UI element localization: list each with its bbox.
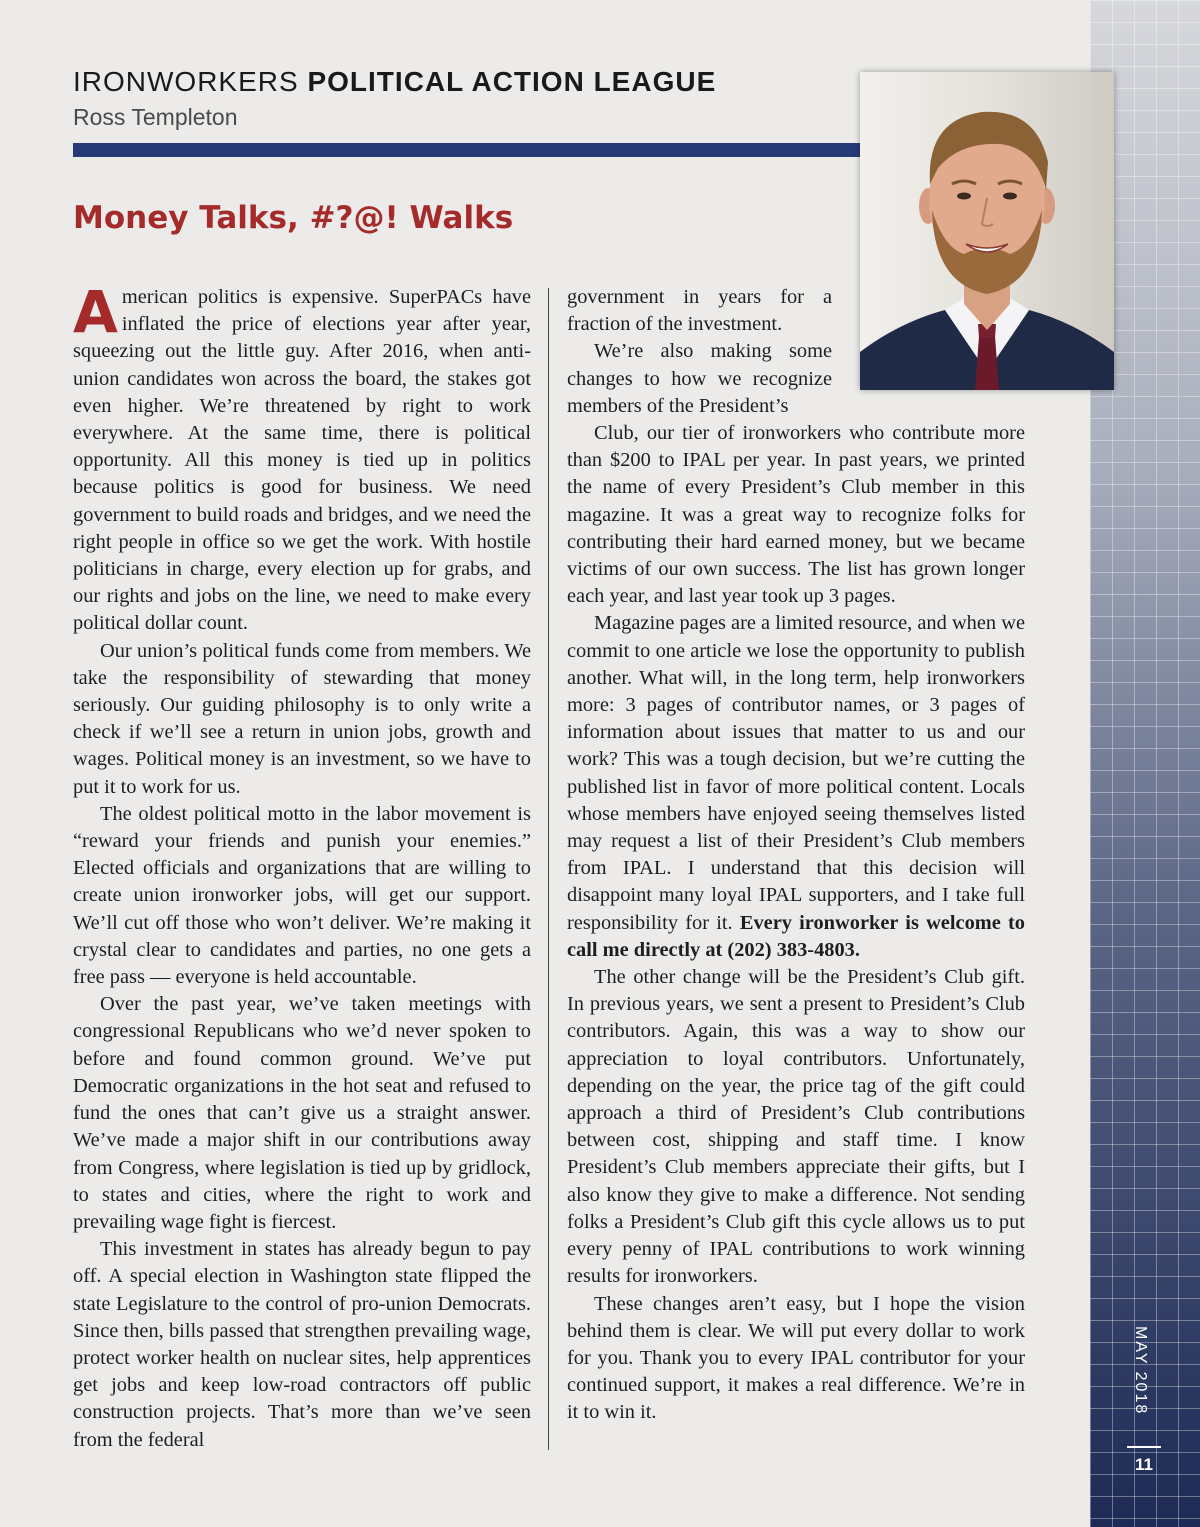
article-column-2-top [567, 284, 832, 420]
article-paragraph: This investment in states has already begun to pay off. A special election in Washington state flipped the state Legislature to the control of pro-union Democrats. Since then, bills passed that strengthen prevailing wage, protect worker health on nuclear sites, help apprentices get jobs and keep low-road contractors off public construction projects. That’s more than we’ve seen from the federal [73, 1238, 531, 1451]
article-paragraph: We’re also making some changes to how we recognize members of the President’s [567, 340, 832, 417]
header-rule-bar [73, 143, 863, 157]
article-column-2 [567, 420, 1025, 1427]
department-title [73, 66, 716, 98]
drop-cap: A [73, 278, 118, 346]
article-paragraph: These changes aren’t easy, but I hope the vision behind them is clear. We will put every dollar to work for you. Thank you to every IPAL contributor for your continued support, it makes a real difference. We’re in it to win it. [567, 1292, 1025, 1424]
issue-date: MAY 2018 [1132, 1326, 1149, 1416]
paragraph-text: Magazine pages are a limited resource, and when we commit to one article we lose the opportunity to publish another. What will, in the long term, help ironworkers more: 3 pages of contributor names, or 3 pages of information about issues that matter to us and our work? This was a tough decision, but we’re cutting the published list in favor of more political content. Locals whose members have enjoyed seeing themselves listed may request a list of their President’s Club members from IPAL. I understand that this decision will disappoint many loyal IPAL supporters, and I take full responsibility for it. [567, 612, 1025, 934]
article-paragraph: The other change will be the President’s Club gift. In previous years, we sent a present to President’s Club contributors. Again, this was a way to show our appreciation to loyal contributors. Unfortunately, depending on the year, the price tag of the gift could approach a third of President’s Club contributions between cost, shipping and staff time. I know President’s Club members appreciate their gifts, but I also know they give to make a difference. Not sending folks a President’s Club gift this cycle allows us to put every penny of IPAL contributions to work winning results for ironworkers. [567, 966, 1025, 1288]
article-paragraph: Our union’s political funds come from members. We take the responsibility of stewarding that money seriously. Our guiding philosophy is to only write a check if we’ll see a return in union jobs, growth and wages. Political money is an investment, so we have to put it to work for us. [73, 639, 531, 798]
page-number: 11 [1135, 1455, 1153, 1474]
department-title-light: IRONWORKERS [73, 66, 308, 97]
article-headline: Money Talks, #?@! Walks [73, 200, 514, 236]
article-paragraph [73, 278, 531, 638]
call-to-action: Every ironworker is welcome to call me directly at (202) 383-4803. [567, 911, 1025, 961]
article-column-1 [73, 278, 531, 1454]
author-name: Ross Templeton [73, 104, 238, 130]
article-paragraph: Club, our tier of ironworkers who contribute more than $200 to IPAL per year. In past years, we printed the name of every President’s Club member in this magazine. It was a great way to recognize folks for contributing their hard earned money, but we became victims of our own success. The list has grown longer each year, and last year took up 3 pages. [567, 422, 1025, 608]
author-portrait [860, 72, 1114, 390]
article-paragraph: Over the past year, we’ve taken meetings with congressional Republicans who we’d never spoken to before and found common ground. We’ve put Democratic organizations in the hot seat and refused to fund the ones that can’t give us a straight answer. We’ve made a major shift in our contributions away from Congress, where legislation is tied up by gridlock, to states and cities, where the right to work and prevailing wage fight is fiercest. [73, 993, 531, 1233]
department-title-bold: POLITICAL ACTION LEAGUE [307, 66, 717, 97]
article-paragraph: government in years for a fraction of the investment. [567, 286, 832, 336]
article-paragraph: The oldest political motto in the labor movement is “reward your friends and punish your enemies.” Elected officials and organizations that are willing to create union ironworker jobs, will get our support. We’ll cut off those who won’t deliver. We’re making it crystal clear to candidates and parties, no one gets a free pass — everyone is held accountable. [73, 802, 531, 989]
page-number-rule [1127, 1446, 1161, 1448]
paragraph-text: merican politics is expensive. SuperPACs have inflated the price of elections year after year, squeezing out the little guy. After 2016, when anti-union candidates won across the board, the stakes got even higher. We’re threatened by right to work everywhere. At the same time, there is political opportunity. All this money is tied up in politics because politics is good for business. We need government to build roads and bridges, and we need the right people in office so we get the work. With hostile politicians in charge, every election up for grabs, and our rights and jobs on the line, we need to make every political dollar count. [73, 286, 531, 635]
article-paragraph [567, 610, 1025, 964]
column-divider [548, 288, 549, 1450]
